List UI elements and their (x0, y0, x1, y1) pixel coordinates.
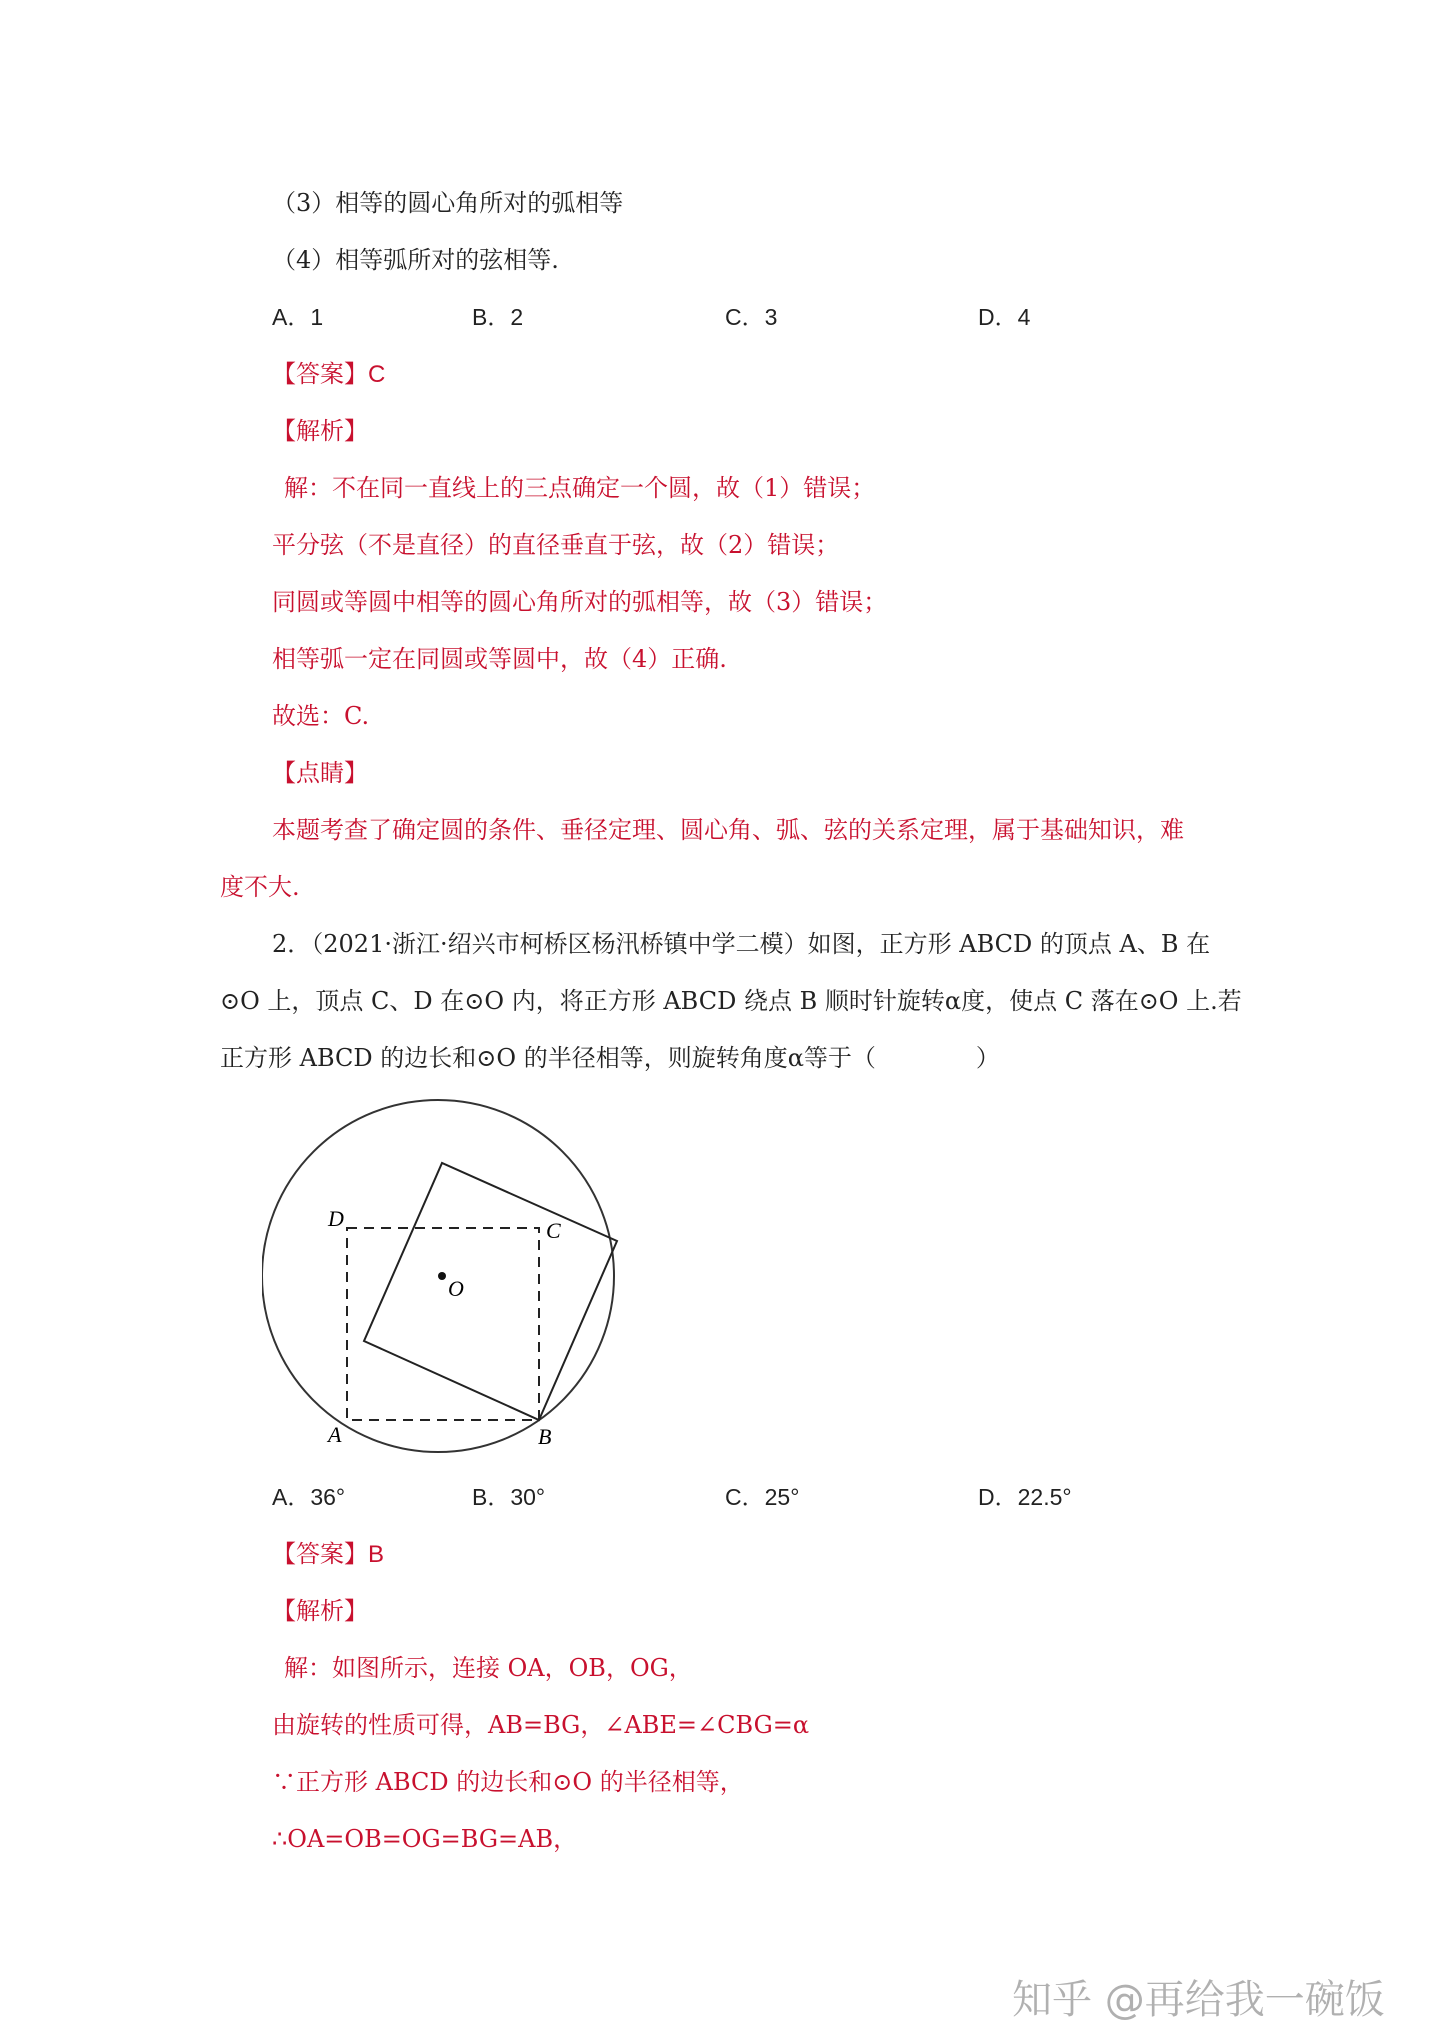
answer-label: 【答案】 (272, 360, 368, 388)
q1-comment-line-1: 本题考查了确定圆的条件、垂径定理、圆心角、弧、弦的关系定理，属于基础知识，难 (272, 816, 1184, 844)
q1-analysis-line-5: 故选：C. (272, 702, 370, 730)
zhihu-watermark: 知乎 @再给我一碗饭 (1012, 1977, 1385, 2023)
q1-comment-label: 【点睛】 (272, 759, 368, 787)
statement-3: （3）相等的圆心角所对的弧相等 (272, 189, 624, 217)
label-d: D (328, 1206, 344, 1231)
label-a: A (328, 1422, 342, 1447)
answer-value: B (368, 1541, 385, 1568)
answer-label: 【答案】 (272, 1540, 368, 1568)
q1-analysis-line-3: 同圆或等圆中相等的圆心角所对的弧相等，故（3）错误； (272, 588, 888, 616)
q2-stem-line-2: ⊙O 上，顶点 C、D 在⊙O 内，将正方形 ABCD 绕点 B 顺时针旋转α度，使点 C 落在⊙O 上.若 (220, 987, 1242, 1015)
statement-4: （4）相等弧所对的弦相等. (272, 246, 559, 274)
q1-analysis-line-4: 相等弧一定在同圆或等圆中，故（4）正确. (272, 645, 727, 673)
original-square-abcd (347, 1228, 539, 1420)
q2-analysis-line-2: 由旋转的性质可得，AB=BG，∠ABE=∠CBG=α (272, 1711, 810, 1739)
q2-option-b: B．30° (472, 1484, 546, 1510)
center-point-o (438, 1272, 446, 1280)
q2-answer (272, 1539, 384, 1570)
q2-stem-line-3 (220, 1043, 1000, 1073)
q2-analysis-line-3: ∵正方形 ABCD 的边长和⊙O 的半径相等， (272, 1768, 744, 1796)
q2-stem-close: ） (975, 1044, 1000, 1072)
q1-analysis-line-1: 解：不在同一直线上的三点确定一个圆，故（1）错误； (284, 474, 876, 502)
q2-analysis-line-1: 解：如图所示，连接 OA，OB，OG， (284, 1654, 693, 1682)
q1-analysis-label: 【解析】 (272, 417, 368, 445)
q1-option-c: C．3 (725, 304, 778, 330)
q1-comment-line-2: 度不大. (220, 873, 300, 901)
q1-analysis-line-2: 平分弦（不是直径）的直径垂直于弦，故（2）错误； (272, 531, 840, 559)
label-o: O (448, 1276, 464, 1301)
label-b: B (538, 1424, 552, 1449)
q2-stem-text: 正方形 ABCD 的边长和⊙O 的半径相等，则旋转角度α等于（ (220, 1044, 876, 1072)
q1-option-d: D．4 (978, 304, 1031, 330)
q2-analysis-label: 【解析】 (272, 1597, 368, 1625)
q2-stem-line-1: 2．（2021·浙江·绍兴市柯桥区杨汛桥镇中学二模）如图，正方形 ABCD 的顶点 A、B 在 (272, 930, 1211, 958)
q1-answer (272, 359, 385, 390)
rotated-square-figure (262, 1098, 642, 1458)
answer-value: C (368, 361, 386, 388)
q1-option-a: A．1 (272, 304, 324, 330)
q2-option-a: A．36° (272, 1484, 346, 1510)
q1-option-b: B．2 (472, 304, 524, 330)
q2-option-c: C．25° (725, 1484, 800, 1510)
label-c: C (546, 1218, 561, 1243)
q2-option-d: D．22.5° (978, 1484, 1072, 1510)
q2-analysis-line-4: ∴OA=OB=OG=BG=AB， (272, 1825, 578, 1853)
